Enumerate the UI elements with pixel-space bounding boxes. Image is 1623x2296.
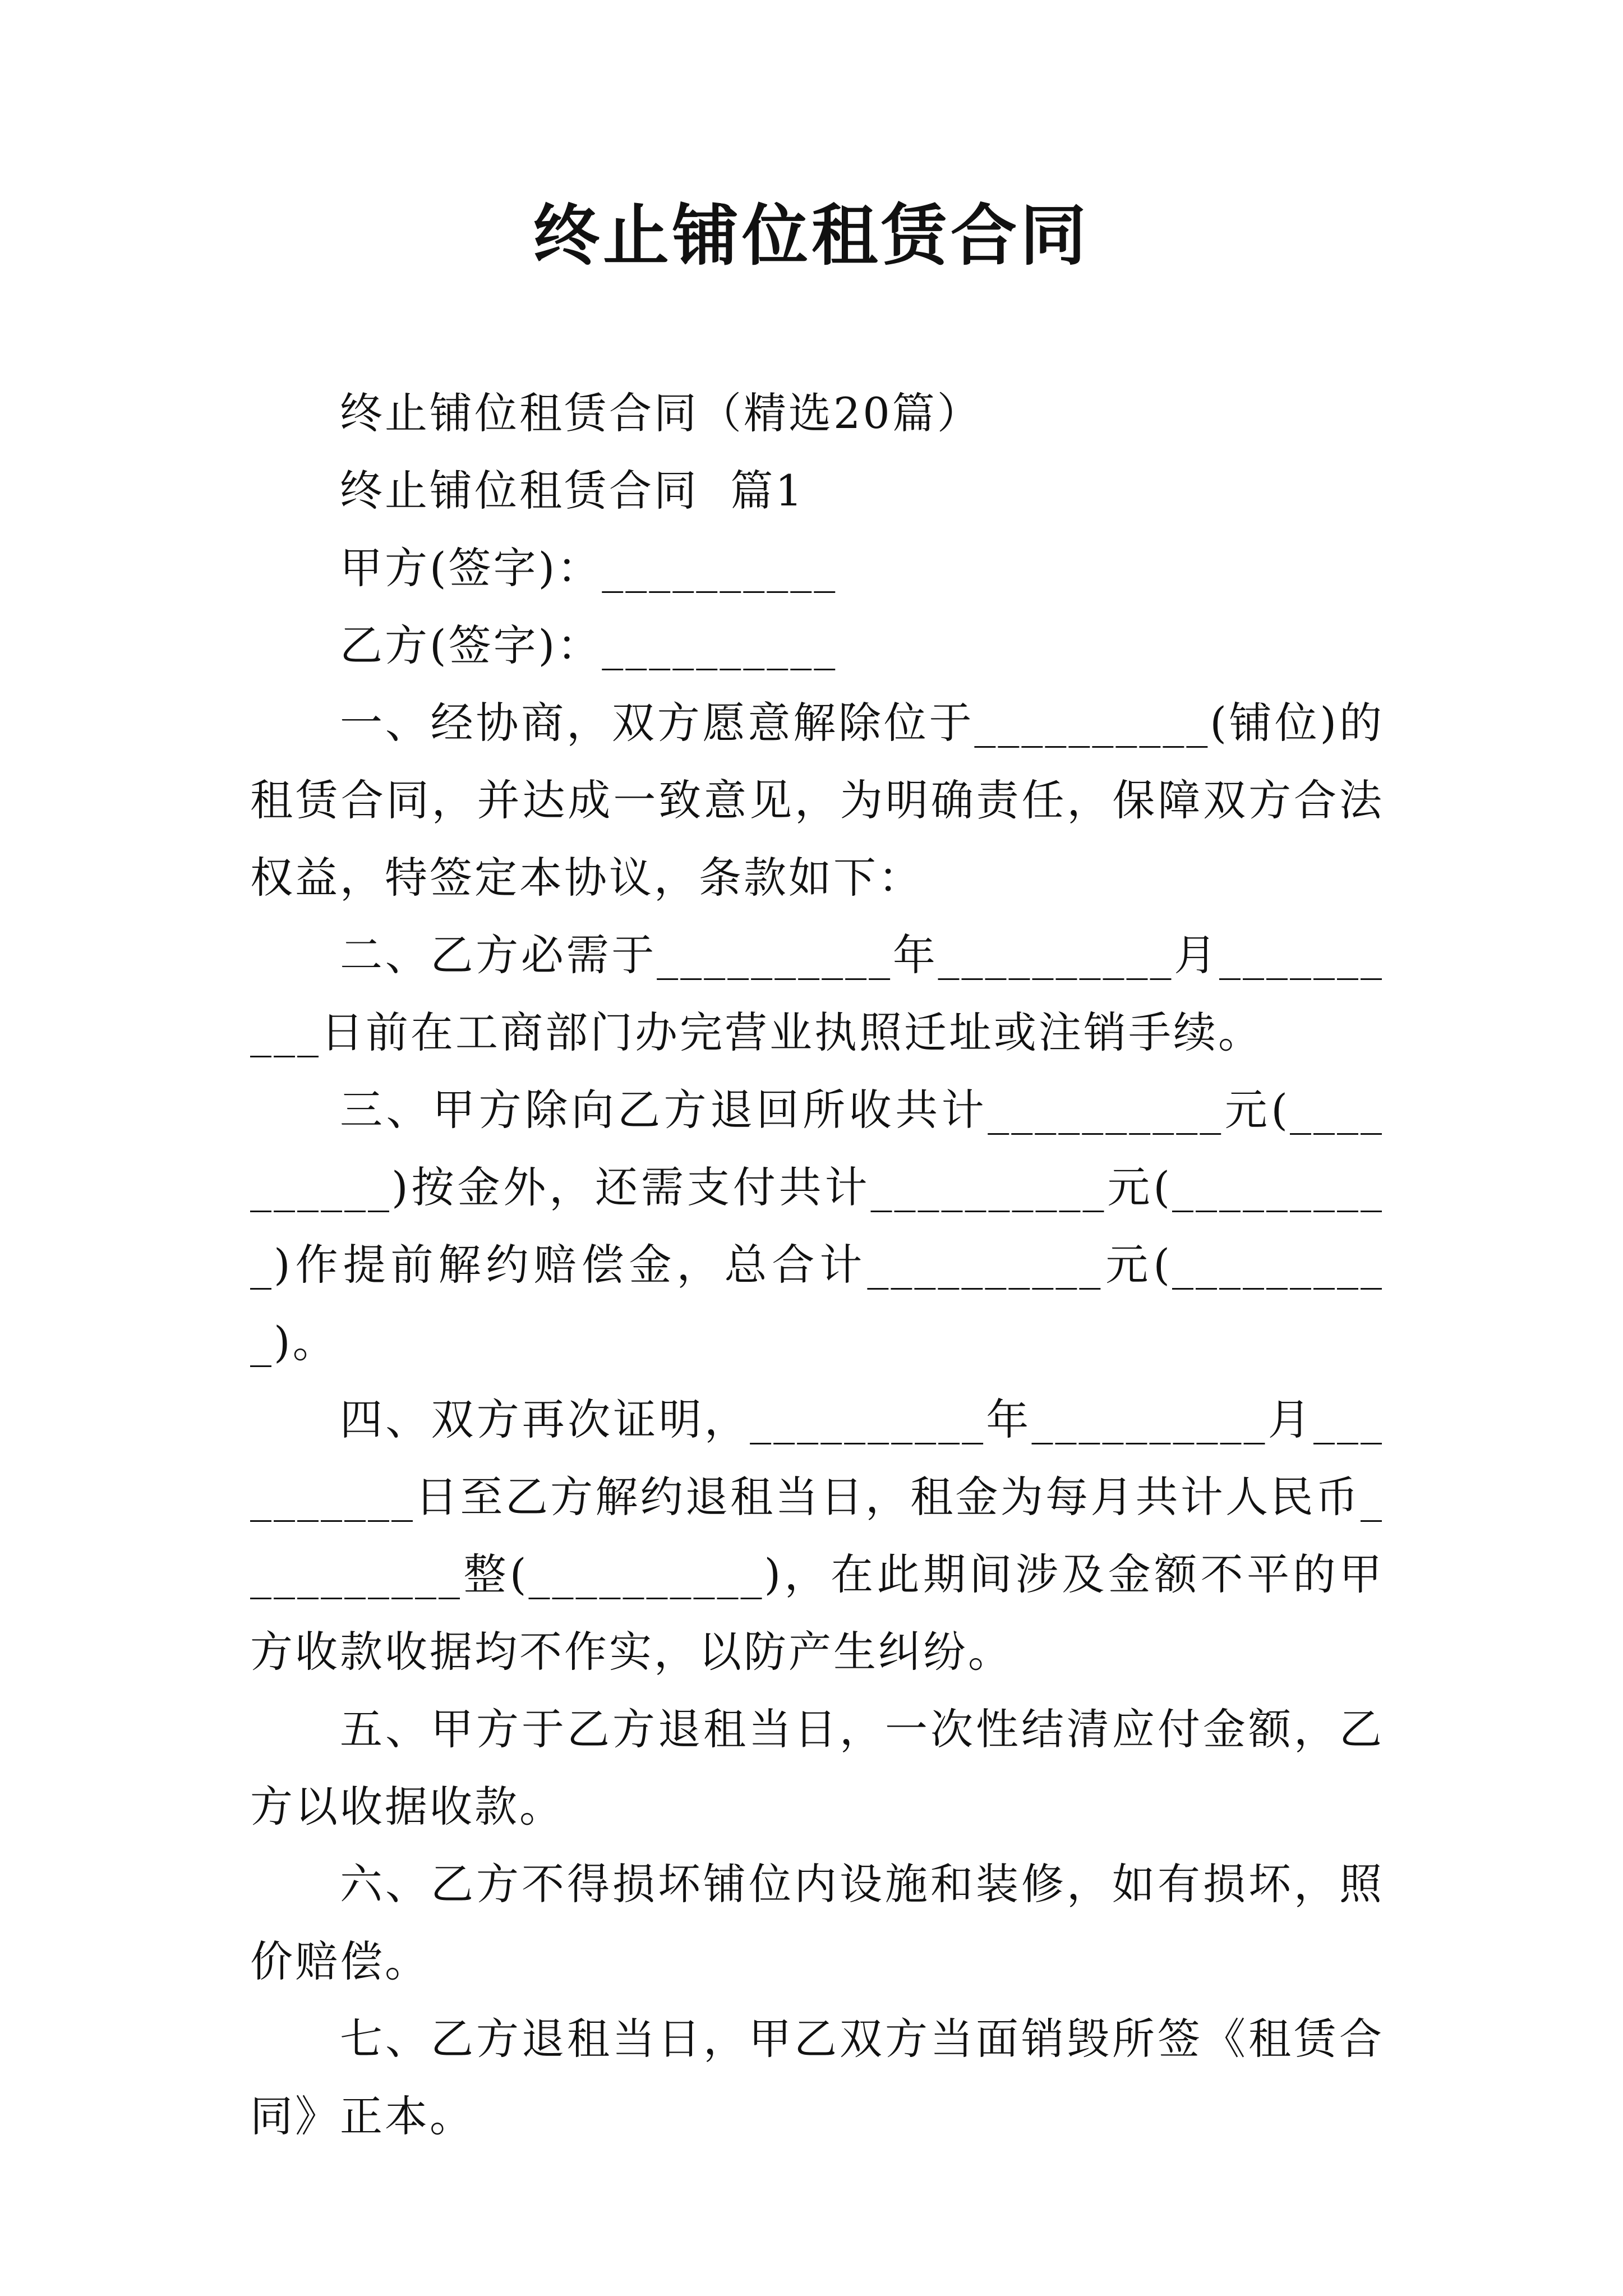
clause-1: 一、经协商，双方愿意解除位于__________(铺位)的租赁合同，并达成一致意见，为明确责任，保障双方合法权益，特签定本协议，条款如下： <box>250 698 1384 903</box>
clause-7: 七、乙方退租当日，甲乙双方当面销毁所签《租赁合同》正本。 <box>250 2014 1384 2141</box>
clause-3: 三、甲方除向乙方退回所收共计__________元(__________)按金外，还需支付共计__________元(__________)作提前解约赔偿金，总合计__________元(__________)。 <box>250 1085 1384 1367</box>
clause-4: 四、双方再次证明，__________年__________月__________日至乙方解约退租当日，租金为每月共计人民币__________整(__________)，在此期间涉及金额不平的甲方收款收据均不作实，以防产生纠纷。 <box>250 1395 1384 1677</box>
subtitle-paragraph: 终止铺位租赁合同（精选20篇） <box>340 388 982 438</box>
document-body <box>250 375 1384 2155</box>
party-a-signature-line: 甲方(签字)：__________ <box>340 543 838 593</box>
clause-2: 二、乙方必需于__________年__________月__________日前在工商部门办完营业执照迁址或注销手续。 <box>250 930 1384 1057</box>
section-heading: 终止铺位租赁合同 篇1 <box>340 466 805 516</box>
party-b-signature-line: 乙方(签字)：__________ <box>340 620 838 670</box>
clause-6: 六、乙方不得损坏铺位内设施和装修，如有损坏，照价赔偿。 <box>250 1859 1384 1986</box>
document-title: 终止铺位租赁合同 <box>533 196 1090 274</box>
clause-5: 五、甲方于乙方退租当日，一次性结清应付金额，乙方以收据收款。 <box>250 1704 1384 1832</box>
